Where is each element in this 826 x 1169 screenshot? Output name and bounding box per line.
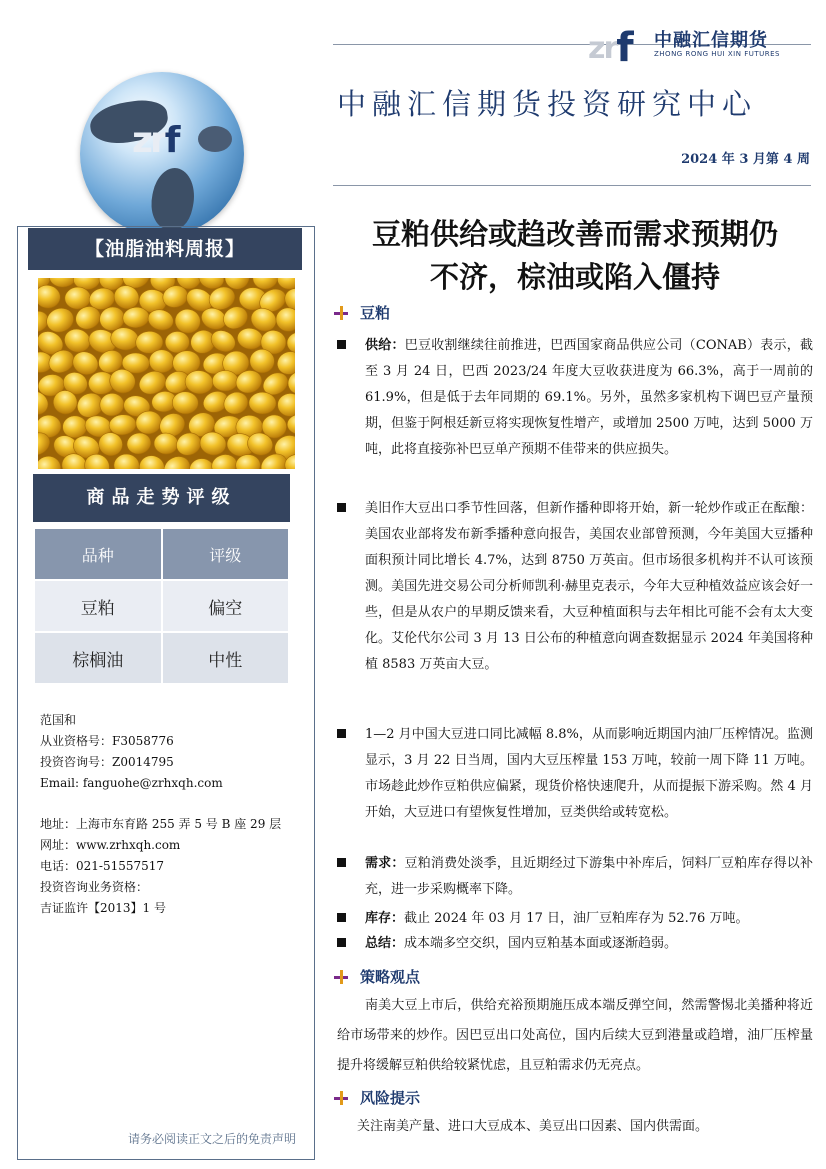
rating-header-cell: 品种 — [35, 529, 161, 579]
table-row — [35, 581, 288, 631]
report-headline: 豆粕供给或趋改善而需求预期仍 不济，棕油或陷入僵持 — [371, 217, 778, 294]
square-bullet-icon — [337, 340, 346, 349]
license-number: 吉证监许【2013】1 号 — [40, 901, 166, 915]
table-row — [35, 633, 288, 683]
company-address: 地址：上海市东育路 255 弄 5 号 B 座 29 层 — [40, 817, 282, 831]
strategy-paragraph: 南美大豆上市后，供给充裕预期施压成本端反弹空间，然需警惕北美播种将近给市场带来的炒作。因巴豆出口处高位，国内后续大豆到港量或趋增，油厂压榨量提升将缓解豆粕供给较紧忧虑，且豆粕需求仍无亮点。 — [337, 998, 813, 1073]
report-type-label: 【油脂油料周报】 — [28, 228, 302, 270]
square-bullet-icon — [337, 503, 346, 512]
section-cross-icon — [334, 970, 348, 984]
globe-zrf-mark: zrf — [132, 120, 178, 161]
paragraph-summary: 总结：成本端多空交织，国内豆粕基本面或逐渐趋弱。 — [337, 931, 813, 957]
paragraph-us-planting: 美旧作大豆出口季节性回落，但新作播种即将开始，新一轮炒作或正在酝酿：美国农业部将发布新季播种意向报告，美国农业部曾预测，今年美国大豆播种面积预计同比增长 4.7%，达到 8750 万英亩。但市场很多机构并不认可该预测。美国先进交易公司分析师凯利·赫里克表示，今年大豆种植效益应该会好一些，但是从农户的早期反馈来看，大豆种植面积与去年相比可能不会有太大变化。艾伦代尔公司 3 月 13 日公布的种植意向调查数据显示 2024 年美国将种植 8583 万英亩大豆。 — [337, 496, 813, 678]
risk-paragraph: 关注南美产量、进口大豆成本、美豆出口因素、国内供需面。 — [357, 1119, 709, 1134]
company-logo — [588, 20, 788, 71]
analyst-email: Email: fanguohe@zrhxqh.com — [40, 776, 223, 790]
commodity-cell: 豆粕 — [35, 581, 161, 631]
company-website: 网址：www.zrhxqh.com — [40, 838, 181, 852]
rating-cell: 偏空 — [163, 581, 289, 631]
soybean — [149, 350, 174, 373]
contact-block — [40, 710, 310, 919]
report-week: 2024 年 3 月第 4 周 — [681, 152, 810, 167]
analyst-name: 范国和 — [40, 713, 77, 727]
section-heading-soymeal: 豆粕 — [334, 302, 390, 323]
logo-name-en: ZHONG RONG HUI XIN FUTURES — [654, 50, 780, 58]
globe-logo-icon — [80, 72, 244, 236]
qualification-number: 从业资格号：F3058776 — [40, 734, 174, 748]
soybean — [212, 370, 238, 391]
rating-section-title: 商品走势评级 — [33, 474, 290, 522]
square-bullet-icon — [337, 913, 346, 922]
license-label: 投资咨询业务资格： — [40, 880, 149, 894]
rating-cell: 中性 — [163, 633, 289, 683]
logo-name-cn: 中融汇信期货 — [654, 30, 768, 51]
section-cross-icon — [334, 1091, 348, 1105]
globe-landmass — [146, 164, 200, 233]
paragraph-supply: 供给：巴豆收割继续往前推进，巴西国家商品供应公司（CONAB）表示，截至 3 月 24 日，巴西 2023/24 年度大豆收获进度为 66.3%，高于一周前的 61.9%，但是低于去年同期的 69.1%。另外，虽然多家机构下调巴豆产量预期，但鉴于阿根廷新豆将实现恢复性增产，或增加 2500 万吨，达到 5000 万吨，此将直接弥补巴豆单产预期不佳带来的供应损失。 — [337, 333, 813, 463]
paragraph-imports: 1—2 月中国大豆进口同比减幅 8.8%，从而影响近期国内油厂压榨情况。监测显示，3 月 22 日当周，国内大豆压榨量 153 万吨，较前一周下降 11 万吨。市场趁此炒作豆粕供应偏紧，现货价格快速爬升，从而提振下游采购。然 4 月开始，大豆进口有望恢复性增加，豆类供给或转宽松。 — [337, 722, 813, 826]
header-bottom-rule — [333, 185, 811, 186]
square-bullet-icon — [337, 938, 346, 947]
rating-table — [33, 527, 290, 685]
logo-mark: zrf — [588, 25, 632, 71]
section-heading-strategy: 策略观点 — [334, 966, 420, 987]
paragraph-inventory: 库存：截止 2024 年 03 月 17 日，油厂豆粕库存为 52.76 万吨。 — [337, 906, 813, 932]
disclaimer-note: 请务必阅读正文之后的免责声明 — [128, 1132, 297, 1146]
company-phone: 电话：021-51557517 — [40, 859, 165, 873]
section-heading-risk: 风险提示 — [334, 1087, 420, 1108]
research-center-title: 中融汇信期货投资研究中心 — [337, 87, 758, 121]
rating-table-header — [35, 529, 288, 579]
soybean — [249, 392, 277, 414]
globe-landmass — [198, 126, 232, 152]
section-cross-icon — [334, 306, 348, 320]
square-bullet-icon — [337, 729, 346, 738]
soybean-photo — [38, 278, 295, 469]
square-bullet-icon — [337, 858, 346, 867]
consult-number: 投资咨询号：Z0014795 — [40, 755, 174, 769]
commodity-cell: 棕榈油 — [35, 633, 161, 683]
rating-header-cell: 评级 — [163, 529, 289, 579]
paragraph-demand: 需求：豆粕消费处淡季，且近期经过下游集中补库后，饲料厂豆粕库存得以补充，进一步采购概率下降。 — [337, 851, 813, 903]
